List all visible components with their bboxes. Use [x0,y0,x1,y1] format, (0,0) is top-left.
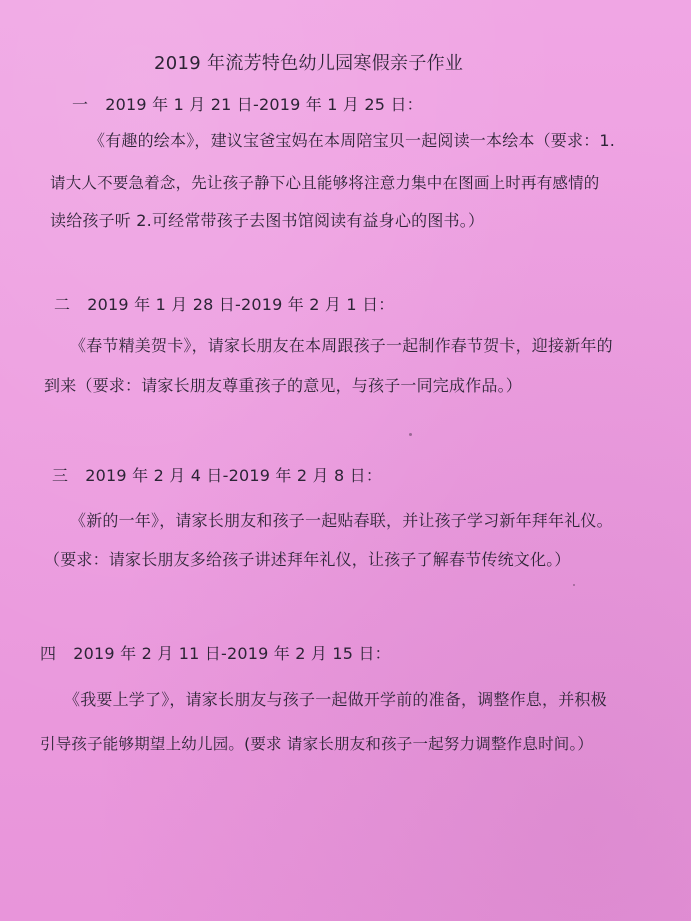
paper-speck [573,584,575,586]
section-3-heading [52,466,382,486]
section-3-number: 三 [52,466,69,485]
section-4-line-2: 引导孩子能够期望上幼儿园。(要求 请家长朋友和孩子一起努力调整作息时间。） [40,735,594,753]
section-2-heading [54,295,394,315]
section-4-heading [40,644,391,664]
section-1-date: 2019 年 1 月 21 日-2019 年 1 月 25 日： [105,95,423,114]
section-1-line-1: 《有趣的绘本》，建议宝爸宝妈在本周陪宝贝一起阅读一本绘本（要求：1. [89,131,616,150]
section-4-number: 四 [40,644,57,663]
section-1-line-2: 请大人不要急着念，先让孩子静下心且能够将注意力集中在图画上时再有感情的 [50,174,600,192]
section-2-line-1: 《春节精美贺卡》，请家长朋友在本周跟孩子一起制作春节贺卡，迎接新年的 [70,336,613,355]
section-4-line-1: 《我要上学了》，请家长朋友与孩子一起做开学前的准备，调整作息，并积极 [64,690,607,709]
section-2-line-2: 到来（要求：请家长朋友尊重孩子的意见，与孩子一同完成作品。） [44,376,523,395]
section-1-line-3: 读给孩子听 2.可经常带孩子去图书馆阅读有益身心的图书。） [50,211,485,230]
section-3-date: 2019 年 2 月 4 日-2019 年 2 月 8 日： [85,466,383,485]
section-1-heading [72,95,423,115]
section-2-date: 2019 年 1 月 28 日-2019 年 2 月 1 日： [87,295,395,314]
section-3-line-1: 《新的一年》，请家长朋友和孩子一起贴春联，并让孩子学习新年拜年礼仪。 [70,511,613,530]
paper-speck [409,433,412,436]
section-4-date: 2019 年 2 月 11 日-2019 年 2 月 15 日： [73,644,391,663]
section-3-line-2: （要求：请家长朋友多给孩子讲述拜年礼仪，让孩子了解春节传统文化。） [44,550,571,569]
section-2-number: 二 [54,295,71,314]
document-title: 2019 年流芳特色幼儿园寒假亲子作业 [154,53,464,74]
section-1-number: 一 [72,95,89,114]
